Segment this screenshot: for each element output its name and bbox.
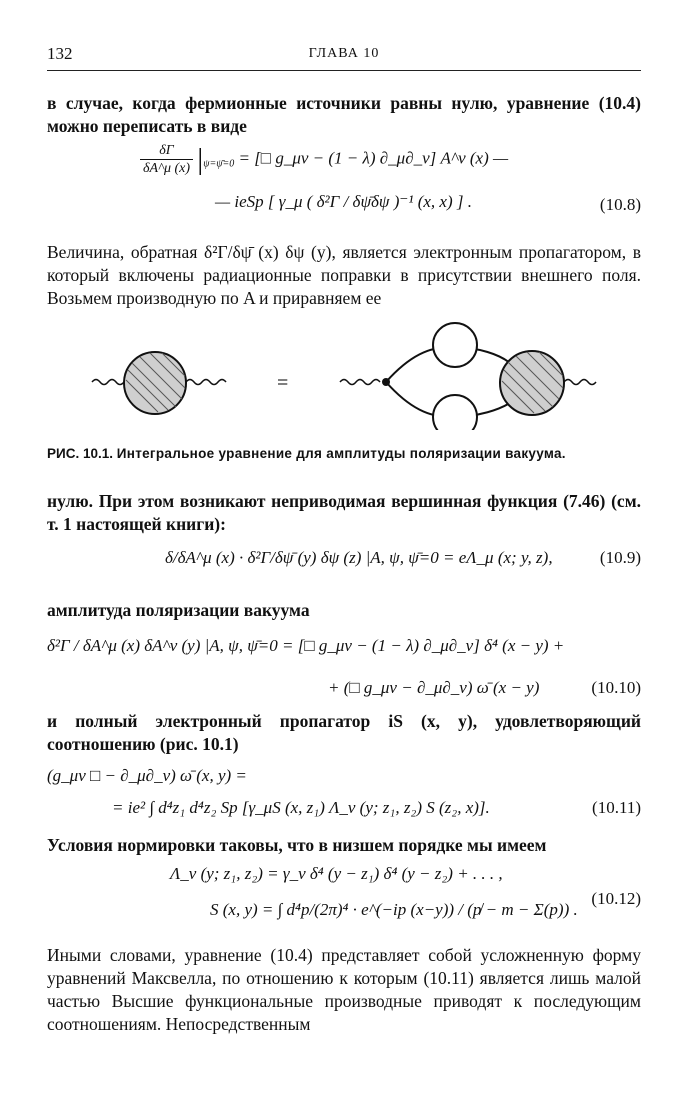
vertex-blob-right: [500, 351, 564, 415]
equation-10-11-line1: (g_μν □ − ∂_μ∂_ν) ω̄ (x, y) =: [47, 766, 247, 785]
eq8-fraction: $\frac{\delta\Gamma}{\delta A\^{}\mu (x)}$: [140, 142, 193, 177]
figure-10-1-diagram: [0, 315, 693, 430]
equation-10-10-line2: + (□ g_μν − ∂_μ∂_ν) ω̄ (x − y): [328, 678, 540, 697]
figure-caption: [47, 446, 566, 461]
eq-number-10-8: (10.8): [599, 195, 641, 214]
running-head: ГЛАВА 10: [308, 46, 380, 61]
vacuum-polarization-blob-left: [124, 352, 186, 414]
diagram-equals: =: [277, 372, 289, 394]
photon-line-right-in: [340, 380, 380, 385]
propagator-bubble-upper: [433, 323, 477, 367]
eq9-rhs: = eΛ_μ (x; y, z),: [443, 548, 553, 567]
photon-line-right-out: [564, 380, 596, 385]
caption-text: Интегральное уравнение для амплитуды поляризации вакуума.: [116, 446, 566, 461]
eq8-rhs1: = [□ g_μν − (1 − λ) ∂_μ∂_ν] A^ν (x) —: [238, 148, 509, 168]
equation-10-11-line2: = ie² ∫ d⁴z₁ d⁴z₂ Sp [γ_μS (x, z₁) Λ_ν (y; z₁, z₂) S (z₂, x)].: [112, 798, 490, 817]
equation-10-8-line2: — ieSp [ γ_μ ( δ²Γ / δψ̄δψ )⁻¹ (x, x) ] .: [215, 192, 472, 211]
caption-label: РИС. 10.1.: [47, 446, 113, 461]
eq-number-10-10: (10.10): [591, 678, 641, 697]
equation-10-8-line1: $\frac{\delta\Gamma}{\delta A\^{}\mu (x)}$ $|_{\psi=\psī=0}$ = [□ g_μν − (1 − λ) ∂_μ∂_ν] A^ν (x) —: [140, 142, 508, 177]
equation-10-9: [165, 548, 553, 568]
paragraph-vertex: нулю. При этом возникают неприводимая вершинная функция (7.46) (см. т. 1 настоящей книги):: [47, 491, 641, 534]
eq10-rhs1: = [□ g_μν − (1 − λ) ∂_μ∂_ν] δ⁴ (x − y) +: [282, 636, 565, 655]
eq8-eval-subscript: ψ=ψ̄=0: [203, 158, 235, 170]
equation-10-12-line2: S (x, y) = ∫ d⁴p/(2π)⁴ · e^(−ip (x−y)) / (p̸ − m − Σ(p)) .: [210, 900, 578, 919]
page-header: [47, 44, 641, 71]
eq-number-10-12: (10.12): [591, 889, 641, 908]
paragraph-vacuum-polarization: амплитуда поляризации вакуума: [47, 600, 310, 620]
eq-number-10-9: (10.9): [599, 548, 641, 567]
eq9-lhs: δ/δA^μ (x) · δ²Γ/δψ̄ (y) δψ (z) |A, ψ, ψ̄=0: [165, 548, 439, 567]
propagator-bubble-lower: [433, 395, 477, 430]
equation-10-12-line1: Λ_ν (y; z₁, z₂) = γ_ν δ⁴ (y − z₁) δ⁴ (y − z₂) + . . . ,: [170, 864, 503, 883]
eq-number-10-11: (10.11): [592, 798, 641, 817]
paragraph-full-propagator: и полный электронный пропагатор iS (x, y), удовлетворяющий соотношению (рис. 10.1): [47, 711, 641, 754]
page-number: 132: [47, 44, 73, 63]
equation-10-10-line1: [47, 636, 564, 656]
paragraph-intro: в случае, когда фермионные источники равны нулю, уравнение (10.4) можно переписать в виде: [47, 93, 641, 136]
photon-line-left-2: [186, 380, 226, 385]
paragraph-conclusion: Иными словами, уравнение (10.4) представляет собой усложненную форму уравнений Максвелла, по отношению к которым (10.11) является лишь малой частью Высшие функциональные производные приводят к последующим соотношениям. Непосредственным: [47, 945, 641, 1034]
paragraph-normalization: Условия нормировки таковы, что в низшем порядке мы имеем: [47, 835, 547, 855]
paragraph-propagator: Величина, обратная δ²Γ/δψ̄ (x) δψ (y), является электронным пропагатором, в который включены радиационные поправки в присутствии внешнего поля. Возьмем производную по A и приравняем ее: [47, 242, 641, 308]
eq10-lhs: δ²Γ / δA^μ (x) δA^ν (y) |A, ψ, ψ̄=0: [47, 636, 278, 655]
